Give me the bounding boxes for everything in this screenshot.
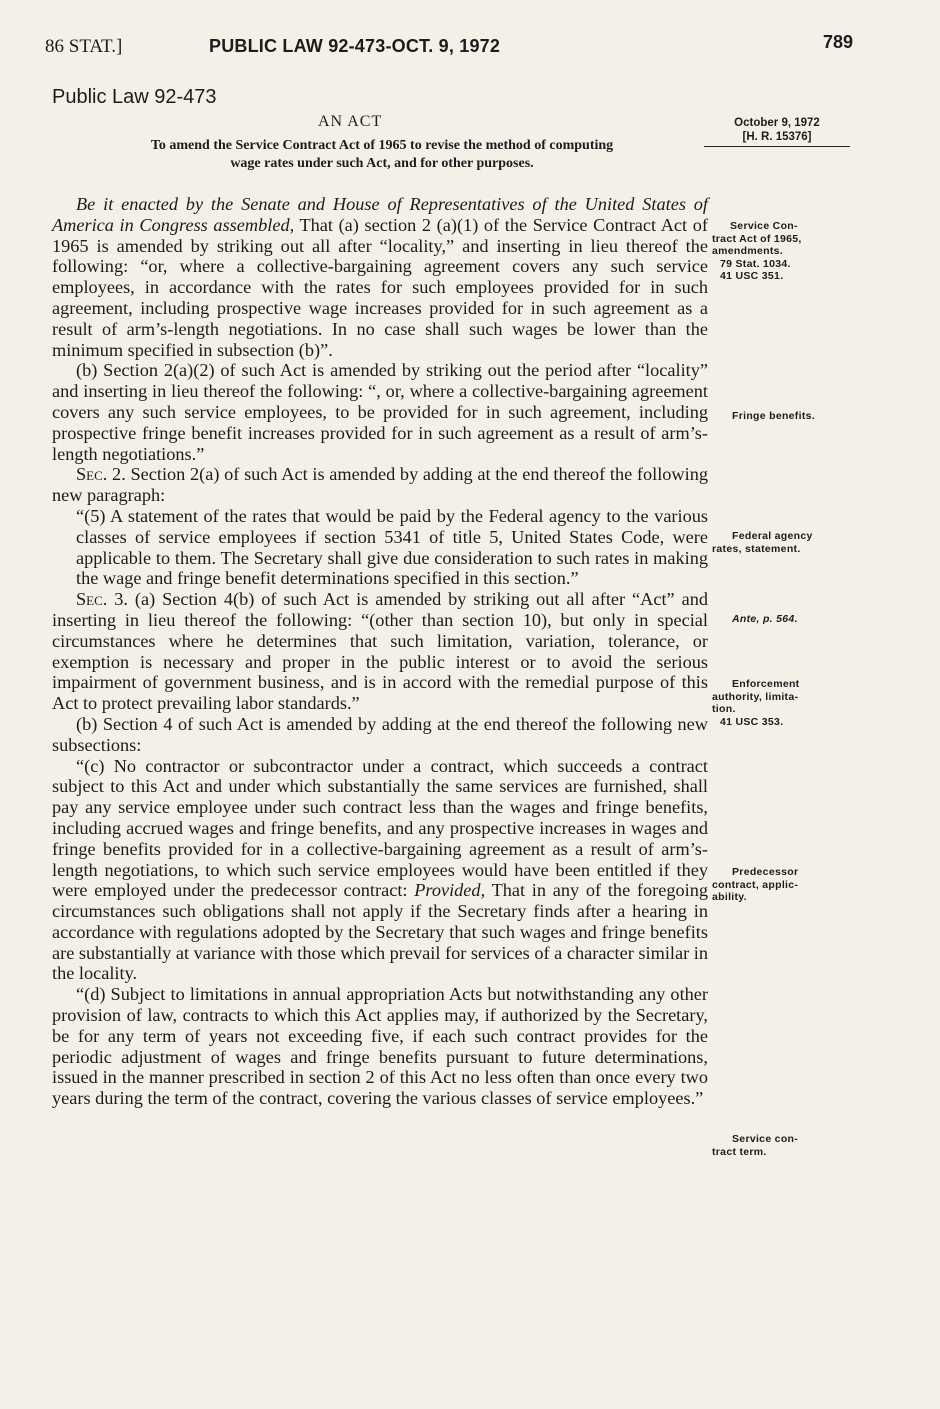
note-line: Enforcement (732, 678, 800, 690)
subsection-c-part2: That in any of the foregoing circumstances such obligations shall not apply if the Secretary finds after a hearing in accordance with regulations adopted by the Secretary that such wages and fringe benefits are substantially at variance with those which prevail for services of a character similar in the locality. (52, 880, 708, 984)
margin-note-fringe-benefits: Fringe benefits. (732, 410, 815, 422)
margin-note-federal-agency-rates (712, 530, 852, 555)
section-1a (52, 194, 708, 360)
note-line: tion. (712, 703, 736, 715)
running-head (45, 30, 853, 64)
section-3b: (b) Section 4 of such Act is amended by adding at the end thereof the following new subsections: (52, 713, 708, 755)
paragraph-5-quote: “(5) A statement of the rates that would be paid by the Federal agency to the various classes of service employees if section 5341 of title 5, United States Code, were applicable to them. The Secretary shall give due consideration to such rates in making the wage and fringe benefit determinations specified in this section.” (76, 505, 708, 589)
provided-term: Provided, (414, 880, 486, 901)
note-line: contract, applic- (712, 878, 799, 891)
margin-note-predecessor (712, 866, 852, 904)
note-line: Predecessor (732, 866, 799, 878)
note-line: tract term. (712, 1145, 767, 1158)
note-line: Federal agency (732, 530, 813, 542)
section-3-label: Sec. 3. (76, 589, 128, 610)
an-act-heading: AN ACT (318, 113, 383, 130)
note-line: Service Con- (730, 220, 798, 232)
note-line: Service con- (732, 1133, 799, 1145)
subsection-c-part1: “(c) No contractor or subcontractor under a contract, which succeeds a contract subject to this Act and under which substantially the same services are furnished, shall pay any service employee under such contract less than the wages and fringe benefits, including accrued wages and fringe benefits, and any prospective increases in wages and fringe benefits provided for in a collective-bargaining agreement as a result of arm’s-length negotiations, to which such service employees would have been entitled if they were employed under the predecessor contract: (52, 755, 708, 901)
purpose-line-2: wage rates under such Act, and for other purposes. (230, 156, 534, 171)
note-line: amendments. (712, 245, 783, 257)
note-line: 41 USC 351. (720, 270, 784, 282)
act-purpose (62, 137, 702, 173)
section-2-label: Sec. 2. (76, 464, 126, 485)
section-2-text: Section 2(a) of such Act is amended by adding at the end thereof the following new paragraph: (52, 464, 708, 506)
section-3a-text: (a) Section 4(b) of such Act is amended by striking out all after “Act” and inserting in lieu thereof the following: “(other than section 10), but only in special circumstances where he determines that such limitation, variation, tolerance, or exemption is necessary and proper in the public interest or to avoid the serious impairment of government business, and is in accord with the remedial purpose of this Act to protect prevailing labor standards.” (52, 589, 708, 714)
bill-number: [H. R. 15376] (742, 131, 812, 143)
enacting-clause: Be it enacted by the Senate and House of Representatives of the United States of America in Congress assembled, (52, 194, 708, 235)
enactment-date: October 9, 1972 (734, 117, 820, 129)
running-title: PUBLIC LAW 92-473-OCT. 9, 1972 (209, 36, 501, 56)
note-line: ability. (712, 891, 747, 903)
margin-note-ante: Ante, p. 564. (732, 613, 798, 625)
statute-volume: 86 STAT.] (45, 36, 123, 57)
purpose-line-1: To amend the Service Contract Act of 1965 to revise the method of computing (150, 138, 614, 153)
section-3a (52, 589, 708, 714)
page-number: 789 (822, 32, 853, 52)
section-1b: (b) Section 2(a)(2) of such Act is amended by striking out the period after “locality” and inserting in lieu thereof the following: “, or, where a collective-bargaining agreement covers any such service employees, to be provided for in such agreement, including prospective fringe benefit increases provided for in such agreement as a result of arm’s-length negotiations.” (52, 360, 708, 464)
subsection-c (52, 756, 708, 985)
section-2 (52, 464, 708, 506)
note-line: 41 USC 353. (720, 715, 784, 728)
note-line: authority, limita- (712, 690, 799, 703)
subsection-d: “(d) Subject to limitations in annual appropriation Acts but notwithstanding any other provision of law, contracts to which this Act applies may, if authorized by the Secretary, be for any term of years not exceeding five, if each such contract provides for the periodic adjustment of wages and fringe benefits pursuant to future determinations, issued in the manner prescribed in section 2 of this Act no less often than once every two years during the term of the contract, covering the various classes of service employees.” (52, 984, 708, 1109)
act-body (52, 194, 708, 1109)
note-line: rates, statement. (712, 542, 801, 555)
note-line: 79 Stat. 1034. (720, 257, 791, 270)
date-bill-block (704, 116, 850, 147)
public-law-title: Public Law 92-473 (52, 86, 217, 108)
section-1a-text: That (a) section 2 (a)(1) of the Service Contract Act of 1965 is amended by striking out all after “locality,” and inserting in lieu thereof the following: “or, where a collective-bargaining agreement covers any such service employees, in accordance with the rates for such employees provided for in such agreement, including prospective wage increases provided for in such agreement as a result of arm’s-length negotiations. In no case shall such wages be lower than the minimum specified in subsection (b)”. (52, 214, 708, 360)
note-line: tract Act of 1965, (712, 232, 802, 245)
margin-note-contract-term (712, 1133, 852, 1158)
margin-note-enforcement (712, 678, 852, 728)
margin-note-amendments (712, 220, 852, 283)
